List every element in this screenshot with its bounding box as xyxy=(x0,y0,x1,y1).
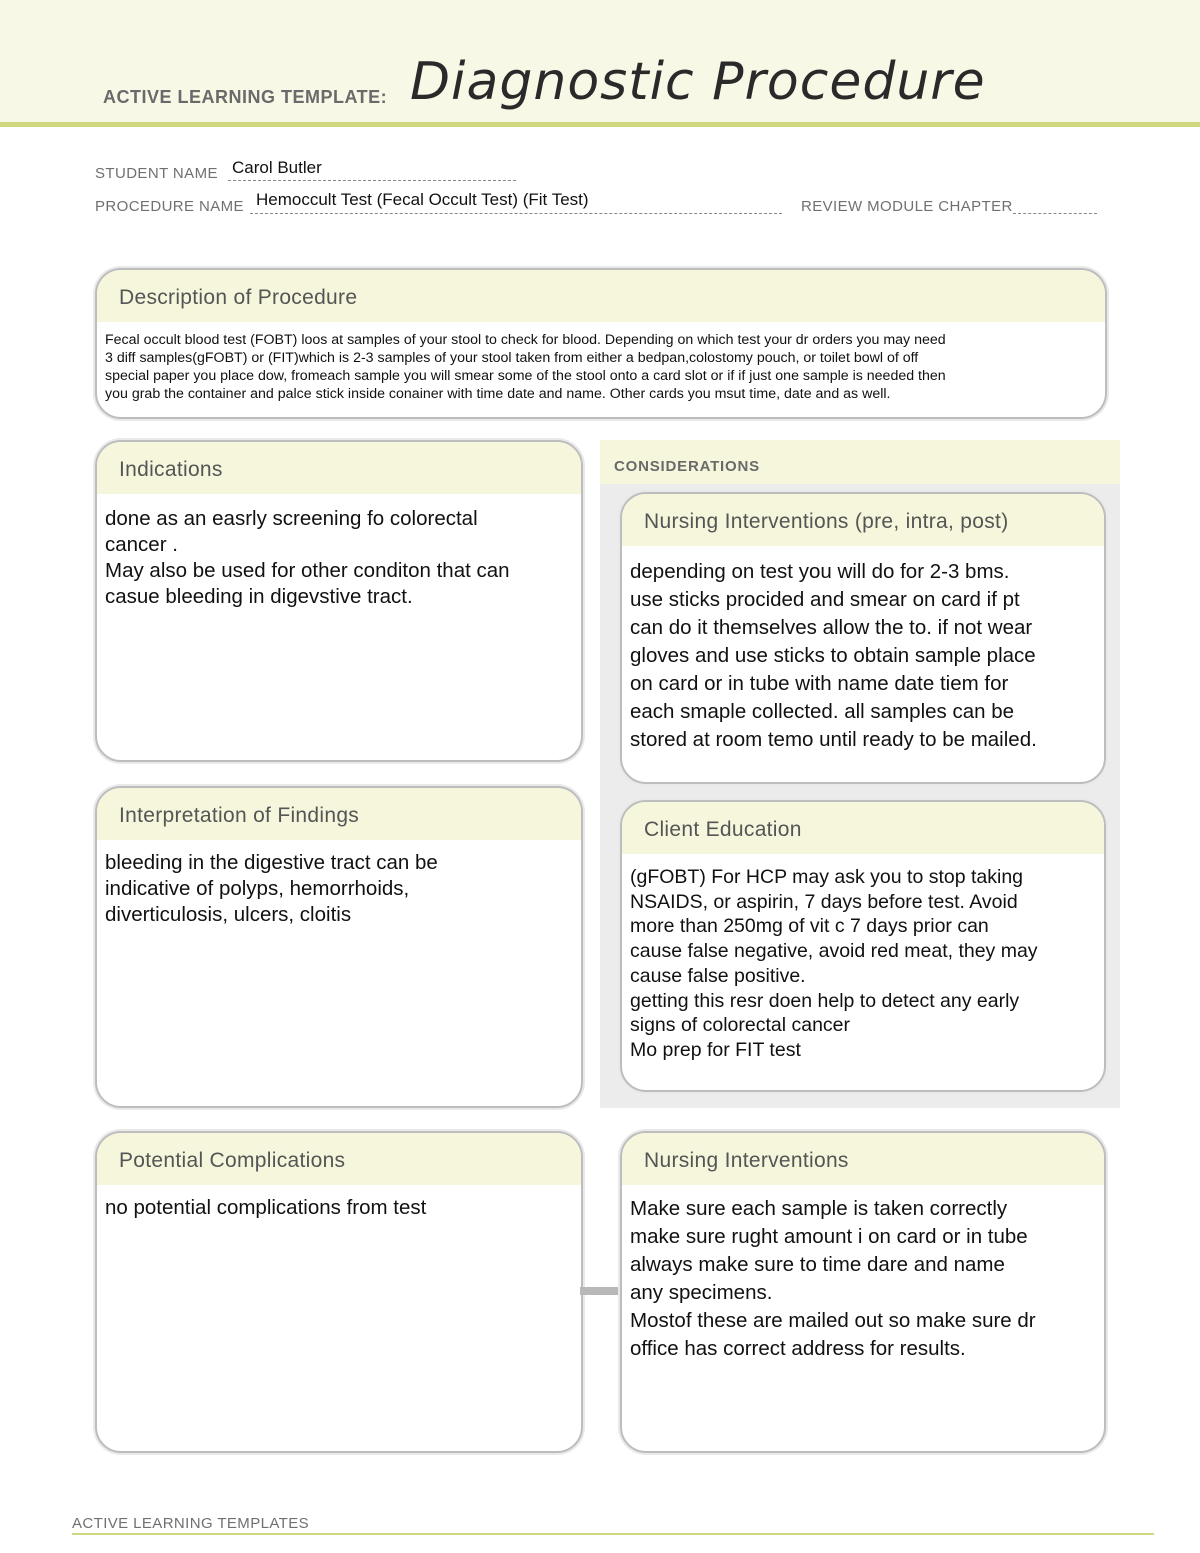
nursing-interventions-pip-heading: Nursing Interventions (pre, intra, post) xyxy=(622,494,1104,546)
client-education-text[interactable]: (gFOBT) For HCP may ask you to stop taking NSAIDS, or aspirin, 7 days before test. Avoid more than 250mg of vit c 7 days prior can cause false negative, avoid red meat, they may cause false positive. getting this resr doen help to detect any early signs of colorectal cancer Mo prep for FIT test xyxy=(630,866,1038,1061)
client-education-heading: Client Education xyxy=(622,802,1104,854)
description-text[interactable]: Fecal occult blood test (FOBT) loos at samples of your stool to check for blood. Depending on which test your dr orders you may need 3 diff samples(gFOBT) or (FIT)which is 2-3 samples of your stool taken from either a bedpan,colostomy pouch, or toilet bowl of off special paper you place dow, fromeach sample you will smear some of the stool onto a card slot or if if just one sample is needed then you grab the container and palce stick inside conainer with time date and name. Other cards you msut time, date and as well. xyxy=(105,332,946,402)
nursing-interventions-heading: Nursing Interventions xyxy=(622,1133,1104,1185)
student-name-field[interactable]: Carol Butler xyxy=(232,158,322,177)
complications-section xyxy=(95,1131,583,1453)
indications-text[interactable]: done as an easrly screening fo colorectal cancer . May also be used for other conditon that can casue bleeding in digevstive tract. xyxy=(105,507,510,608)
procedure-name-underline xyxy=(250,213,782,214)
indications-section xyxy=(95,440,583,762)
description-section xyxy=(95,268,1107,419)
interpretation-section xyxy=(95,786,583,1108)
review-module-label: REVIEW MODULE CHAPTER xyxy=(801,198,1013,215)
client-education-section xyxy=(620,800,1106,1092)
interpretation-text[interactable]: bleeding in the digestive tract can be indicative of polyps, hemorrhoids, diverticulosis, ulcers, cloitis xyxy=(105,851,438,926)
page-title: Diagnostic Procedure xyxy=(410,52,986,112)
student-name-underline xyxy=(228,180,516,181)
procedure-name-label: PROCEDURE NAME xyxy=(95,198,244,215)
description-heading: Description of Procedure xyxy=(97,270,1105,322)
complications-text[interactable]: no potential complications from test xyxy=(105,1196,427,1219)
complications-heading: Potential Complications xyxy=(97,1133,581,1185)
header-rule xyxy=(0,122,1200,127)
considerations-heading: CONSIDERATIONS xyxy=(600,440,1120,484)
nursing-interventions-section xyxy=(620,1131,1106,1453)
student-name-label: STUDENT NAME xyxy=(95,165,218,182)
procedure-name-field[interactable]: Hemoccult Test (Fecal Occult Test) (Fit Test) xyxy=(256,190,589,209)
nursing-interventions-pip-text[interactable]: depending on test you will do for 2-3 bms. use sticks procided and smear on card if pt can do it themselves allow the to. if not wear gloves and use sticks to obtain sample place on card or in tube with name date tiem for each smaple collected. all samples can be stored at room temo until ready to be mailed. xyxy=(630,560,1037,751)
section-connector xyxy=(580,1287,622,1295)
template-label: ACTIVE LEARNING TEMPLATE: xyxy=(103,87,388,107)
indications-heading: Indications xyxy=(97,442,581,494)
review-module-underline xyxy=(1013,213,1097,214)
interpretation-heading: Interpretation of Findings xyxy=(97,788,581,840)
footer-label: ACTIVE LEARNING TEMPLATES xyxy=(72,1515,309,1532)
nursing-interventions-pip-section xyxy=(620,492,1106,784)
nursing-interventions-text[interactable]: Make sure each sample is taken correctly make sure rught amount i on card or in tube always make sure to time dare and name any specimens. Mostof these are mailed out so make sure dr office has correct address for results. xyxy=(630,1197,1036,1360)
footer-rule xyxy=(72,1533,1154,1535)
